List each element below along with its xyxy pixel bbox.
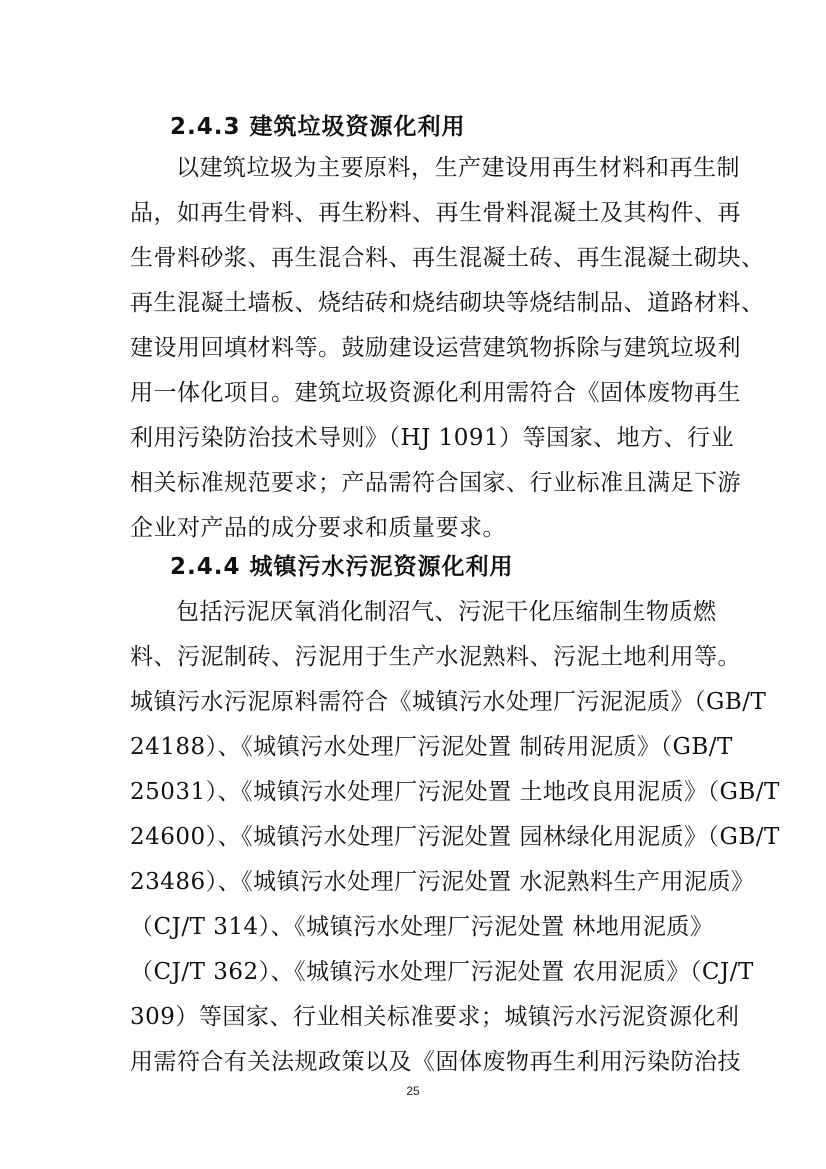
section-heading-2-4-3: 2.4.3 建筑垃圾资源化利用 (170, 114, 466, 140)
paragraph-line: （CJ/T 314）、《城镇污水处理厂污泥处置 林地用泥质》 (130, 914, 714, 940)
section-heading-2-4-4: 2.4.4 城镇污水污泥资源化利用 (170, 554, 514, 580)
paragraph-line: 以建筑垃圾为主要原料，生产建设用再生材料和再生制 (176, 155, 740, 181)
paragraph-line: 料、污泥制砖、污泥用于生产水泥熟料、污泥土地利用等。 (130, 644, 741, 670)
paragraph-line: 利用污染防治技术导则》（HJ 1091）等国家、地方、行业 (130, 425, 735, 451)
paragraph-line: 相关标准规范要求；产品需符合国家、行业标准且满足下游 (130, 470, 741, 496)
paragraph-line: （CJ/T 362）、《城镇污水处理厂污泥处置 农用泥质》（CJ/T (130, 959, 754, 985)
paragraph-line: 24188）、《城镇污水处理厂污泥处置 制砖用泥质》（GB/T (130, 734, 733, 760)
paragraph-line: 用一体化项目。建筑垃圾资源化利用需符合《固体废物再生 (130, 380, 741, 406)
paragraph-line: 企业对产品的成分要求和质量要求。 (130, 515, 506, 541)
paragraph-line: 25031）、《城镇污水处理厂污泥处置 土地改良用泥质》（GB/T (130, 779, 780, 805)
paragraph-line: 包括污泥厌氧消化制沼气、污泥干化压缩制生物质燃 (176, 599, 717, 625)
paragraph-line: 生骨料砂浆、再生混合料、再生混凝土砖、再生混凝土砌块、 (130, 245, 765, 271)
paragraph-line: 24600）、《城镇污水处理厂污泥处置 园林绿化用泥质》（GB/T (130, 824, 780, 850)
paragraph-line: 再生混凝土墙板、烧结砖和烧结砌块等烧结制品、道路材料、 (130, 290, 765, 316)
paragraph-line: 23486）、《城镇污水处理厂污泥处置 水泥熟料生产用泥质》 (130, 869, 755, 895)
paragraph-line: 309）等国家、行业相关标准要求；城镇污水污泥资源化利 (130, 1004, 740, 1030)
page-number: 25 (406, 1084, 420, 1098)
paragraph-line: 城镇污水污泥原料需符合《城镇污水处理厂污泥泥质》（GB/T (130, 689, 767, 715)
paragraph-line: 用需符合有关法规政策以及《固体废物再生利用污染防治技 (130, 1049, 741, 1075)
paragraph-line: 品，如再生骨料、再生粉料、再生骨料混凝土及其构件、再 (130, 200, 741, 226)
paragraph-line: 建设用回填材料等。鼓励建设运营建筑物拆除与建筑垃圾利 (130, 335, 741, 361)
